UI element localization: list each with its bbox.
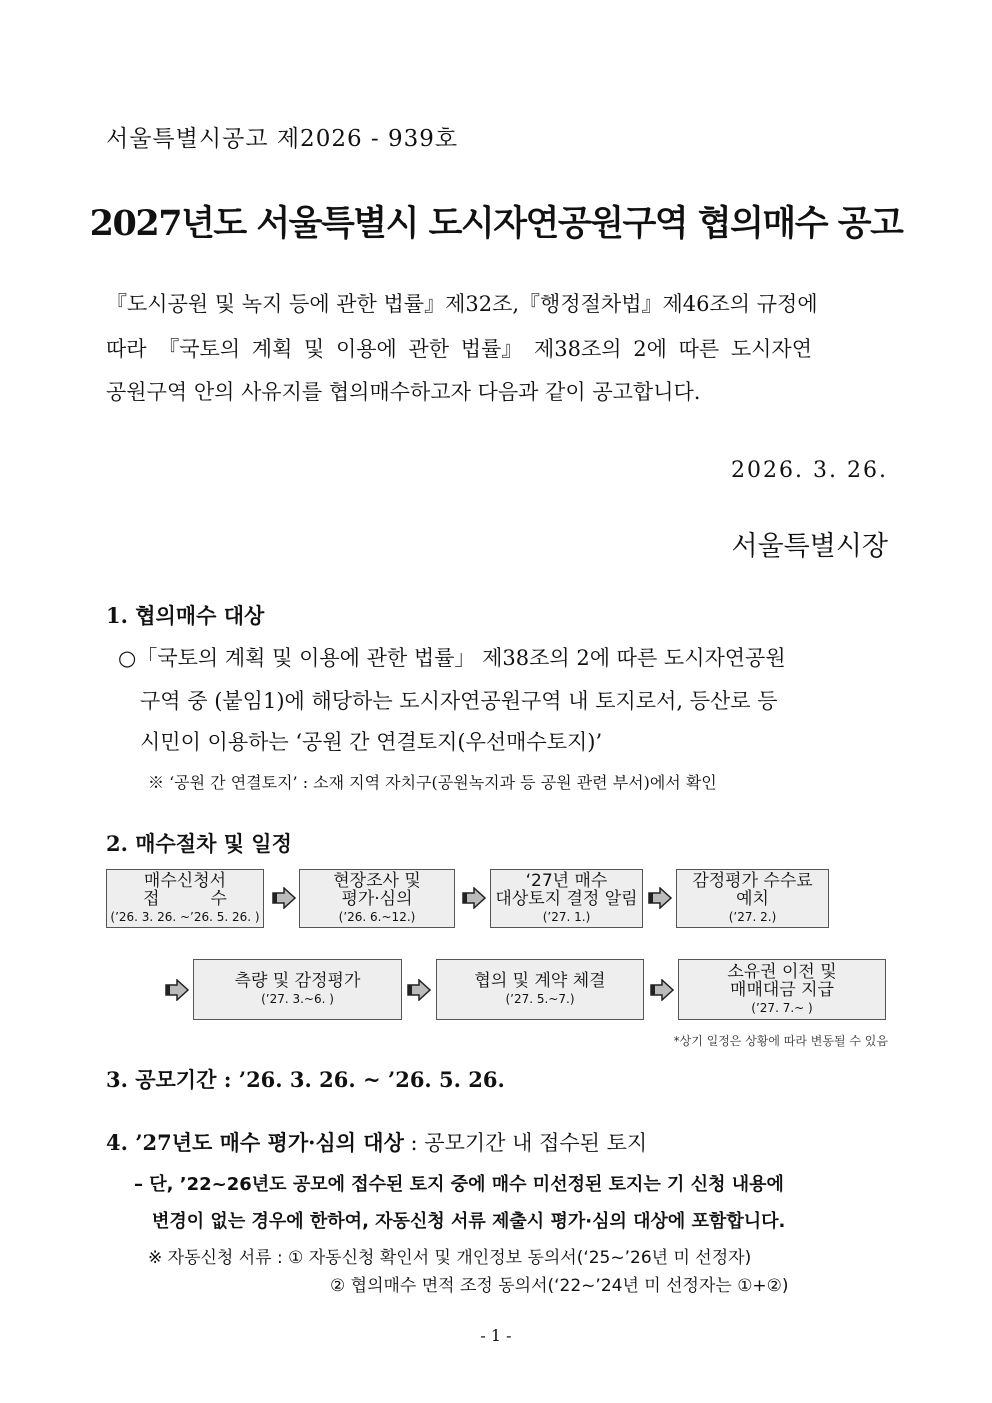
page-number: - 1 -	[480, 1326, 512, 1345]
section-3-heading: 3. 공모기간 : ’26. 3. 26. ~ ’26. 5. 26.	[106, 1067, 505, 1092]
flow-arrow-icon	[165, 979, 189, 1001]
issuer: 서울특별시장	[731, 531, 888, 562]
section-1-heading: 1. 협의매수 대상	[106, 603, 265, 628]
section-4-heading-suffix: : 공모기간 내 접수된 토지	[403, 1131, 648, 1155]
flow-step-1-title: 매수신청서 접 수	[143, 871, 227, 910]
flow-step-4-date: (’27. 2.)	[728, 910, 777, 925]
flow-step-3	[490, 869, 643, 928]
intro-line-1: 『도시공원 및 녹지 등에 관한 법률』제32조,『행정절차법』제46조의 규정에	[106, 292, 818, 316]
flow-arrow-icon	[650, 979, 674, 1001]
flow-step-1	[106, 869, 264, 928]
section-4-line-1: – 단, ’22~26년도 공모에 접수된 토지 중에 매수 미선정된 토지는 기 신청 내용에	[134, 1174, 784, 1195]
section-1-line-1: ○「국토의 계획 및 이용에 관한 법률」 제38조의 2에 따른 도시자연공원	[118, 646, 786, 670]
flow-step-2-date: (’26. 6.~12.)	[338, 910, 416, 925]
section-1-line-2: 구역 중 (붙임1)에 해당하는 도시자연공원구역 내 토지로서, 등산로 등	[140, 689, 778, 713]
notice-number: 서울특별시공고 제2026 - 939호	[106, 126, 459, 152]
flow-step-6-date: (’27. 5.~7.)	[505, 992, 575, 1007]
flow-step-3-date: (’27. 1.)	[542, 910, 591, 925]
flow-arrow-icon	[648, 887, 672, 909]
intro-line-3: 공원구역 안의 사유지를 협의매수하고자 다음과 같이 공고합니다.	[106, 380, 701, 404]
flow-step-2-title: 현장조사 및 평가·심의	[333, 871, 421, 910]
flow-step-5-date: (’27. 3.~6. )	[261, 992, 334, 1007]
flow-arrow-icon	[272, 887, 296, 909]
flow-step-7-title: 소유권 이전 및 매매대금 지급	[727, 962, 837, 1001]
notice-date: 2026. 3. 26.	[731, 458, 888, 483]
flow-step-5-title: 측량 및 감정평가	[234, 971, 361, 992]
flow-step-3-title: ‘27년 매수 대상토지 결정 알림	[495, 871, 638, 910]
flow-step-2	[299, 869, 455, 928]
section-1-note: ※ ‘공원 간 연결토지’ : 소재 지역 자치구(공원녹지과 등 공원 관련 부서)에서 확인	[148, 773, 717, 792]
section-4-heading-main: 4. ’27년도 매수 평가·심의 대상	[106, 1130, 404, 1155]
section-4-line-2: 변경이 없는 경우에 한하여, 자동신청 서류 제출시 평가·심의 대상에 포함합니다.	[152, 1211, 786, 1232]
flow-step-7-date: (’27. 7.~ )	[751, 1001, 813, 1016]
section-4-note-1: ※ 자동신청 서류 : ① 자동신청 확인서 및 개인정보 동의서(‘25~’26년 미 선정자)	[148, 1248, 752, 1268]
schedule-note: *상기 일정은 상황에 따라 변동될 수 있음	[673, 1034, 888, 1048]
flow-arrow-icon	[462, 887, 486, 909]
flow-step-7	[678, 959, 886, 1020]
flow-arrow-icon	[407, 979, 431, 1001]
section-4-heading	[106, 1127, 647, 1157]
flow-step-5	[193, 959, 402, 1020]
intro-line-2: 따라 『국토의 계획 및 이용에 관한 법률』 제38조의 2에 따른 도시자연	[106, 337, 812, 361]
flow-step-4	[676, 869, 829, 928]
document-title: 2027년도 서울특별시 도시자연공원구역 협의매수 공고	[89, 203, 903, 244]
flow-step-1-date: (’26. 3. 26. ~’26. 5. 26. )	[110, 910, 260, 925]
flow-step-6	[436, 959, 644, 1020]
section-4-note-2: ② 협의매수 면적 조정 동의서(‘22~’24년 미 선정자는 ①+②)	[330, 1276, 789, 1296]
section-1-line-3: 시민이 이용하는 ‘공원 간 연결토지(우선매수토지)’	[140, 730, 603, 754]
section-2-heading: 2. 매수절차 및 일정	[106, 831, 292, 856]
flow-step-4-title: 감정평가 수수료 예치	[692, 871, 813, 910]
flow-step-6-title: 협의 및 계약 체결	[474, 971, 606, 992]
